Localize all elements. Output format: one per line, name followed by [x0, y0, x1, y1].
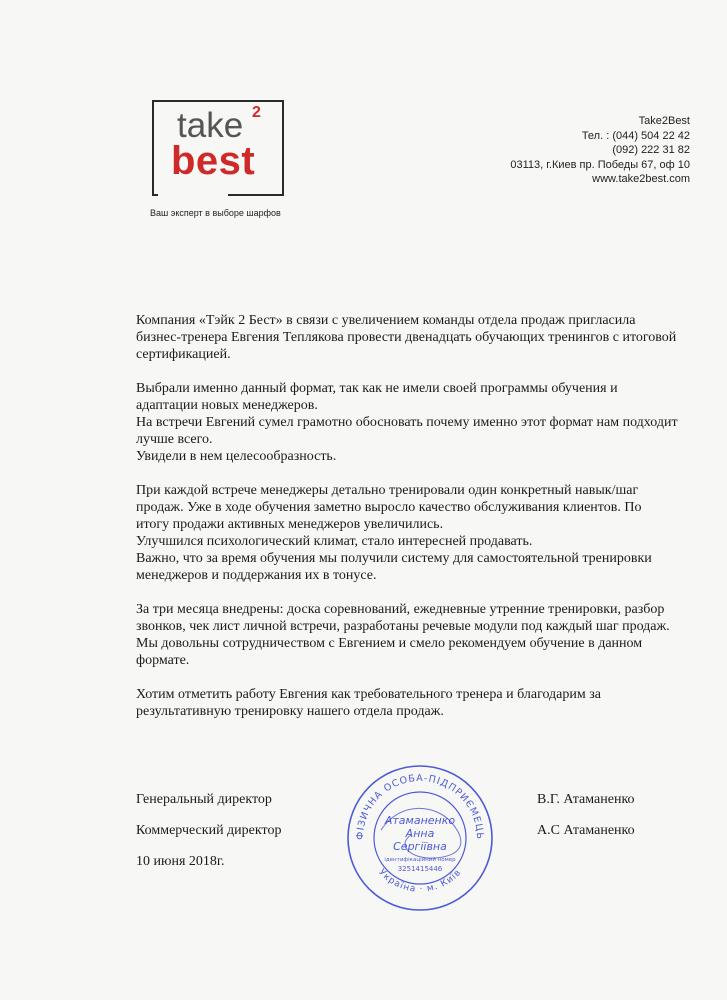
letter-date: 10 июня 2018г.	[136, 854, 225, 869]
paragraph-results	[136, 601, 692, 669]
text-line: Важно, что за время обучения мы получили систему для самостоятельной тренировки	[136, 551, 652, 566]
logo-frame-bottom	[228, 194, 284, 196]
logo-take-text: take	[177, 106, 244, 145]
text-line: бизнес-тренера Евгения Теплякова провести двенадцать обучающих тренингов с итоговой	[136, 330, 677, 345]
stamp-id-label: ідентифікаційний номер	[384, 857, 456, 863]
logo-frame-bottom-left	[152, 194, 158, 196]
stamp-id-number: 3251415446	[397, 865, 443, 873]
stamp-name-line1: Атаманенко	[384, 814, 456, 827]
logo-tagline: Ваш эксперт в выборе шарфов	[150, 208, 281, 218]
general-director-name: В.Г. Атаманенко	[537, 792, 635, 807]
text-line: адаптации новых менеджеров.	[136, 398, 318, 413]
text-line: формате.	[136, 653, 190, 668]
logo-best-text: best	[171, 139, 256, 183]
stamp-name-line3: Сергіївна	[393, 840, 447, 853]
text-line: Увидели в нем целесообразность.	[136, 449, 337, 464]
text-line: За три месяца внедрены: доска соревнований, ежедневные утренние тренировки, разбор	[136, 602, 665, 617]
text-line: звонков, чек лист личной встречи, разработаны речевые модули под каждый шаг продаж.	[136, 619, 670, 634]
text-line: продаж. Уже в ходе обучения заметно выросло качество обслуживания клиентов. По	[136, 500, 642, 515]
text-line: Хотим отметить работу Евгения как требовательного тренера и благодарим за	[136, 687, 601, 702]
company-stamp	[341, 760, 499, 915]
company-address: 03113, г.Киев пр. Победы 67, оф 10	[510, 158, 690, 171]
stamp-name-line2: Анна	[405, 827, 435, 840]
text-line: результативную тренировку нашего отдела продаж.	[136, 704, 444, 719]
text-line: лучше всего.	[136, 432, 213, 447]
general-director-title: Генеральный директор	[136, 792, 272, 807]
text-line: менеджеров и поддержания их в тонусе.	[136, 568, 377, 583]
text-line: итогу продажи активных менеджеров увеличились.	[136, 517, 444, 532]
stamp-outer-top-text: ФІЗИЧНА ОСОБА-ПІДПРИЄМЕЦЬ	[354, 772, 486, 841]
text-line: Выбрали именно данный формат, так как не имели своей программы обучения и	[136, 381, 618, 396]
letter-body	[136, 312, 692, 737]
company-name: Take2Best	[638, 115, 690, 127]
commercial-director-title: Коммерческий директор	[136, 823, 282, 838]
text-line: Компания «Тэйк 2 Бест» в связи с увеличением команды отдела продаж пригласила	[136, 313, 636, 328]
logo-superscript: 2	[252, 104, 261, 121]
stamp-outer-bottom-text: Україна · м. Київ	[376, 867, 464, 895]
paragraph-thanks	[136, 686, 692, 720]
phone-primary: Тел. : (044) 504 22 42	[581, 129, 690, 142]
paragraph-training	[136, 482, 692, 584]
paragraph-intro	[136, 312, 692, 363]
company-website: www.take2best.com	[592, 173, 690, 185]
text-line: сертификацией.	[136, 347, 231, 362]
phone-secondary: (092) 222 31 82	[612, 144, 690, 156]
text-line: При каждой встрече менеджеры детально тренировали один конкретный навык/шаг	[136, 483, 639, 498]
commercial-director-name: А.С Атаманенко	[537, 823, 635, 838]
paragraph-format	[136, 380, 692, 465]
text-line: Мы довольны сотрудничеством с Евгением и смело рекомендуем обучение в данном	[136, 636, 643, 651]
text-line: Улучшился психологический климат, стало интересней продавать.	[136, 534, 533, 549]
text-line: На встречи Евгений сумел грамотно обосновать почему именно этот формат нам подходит	[136, 415, 678, 430]
contact-block	[510, 114, 690, 187]
